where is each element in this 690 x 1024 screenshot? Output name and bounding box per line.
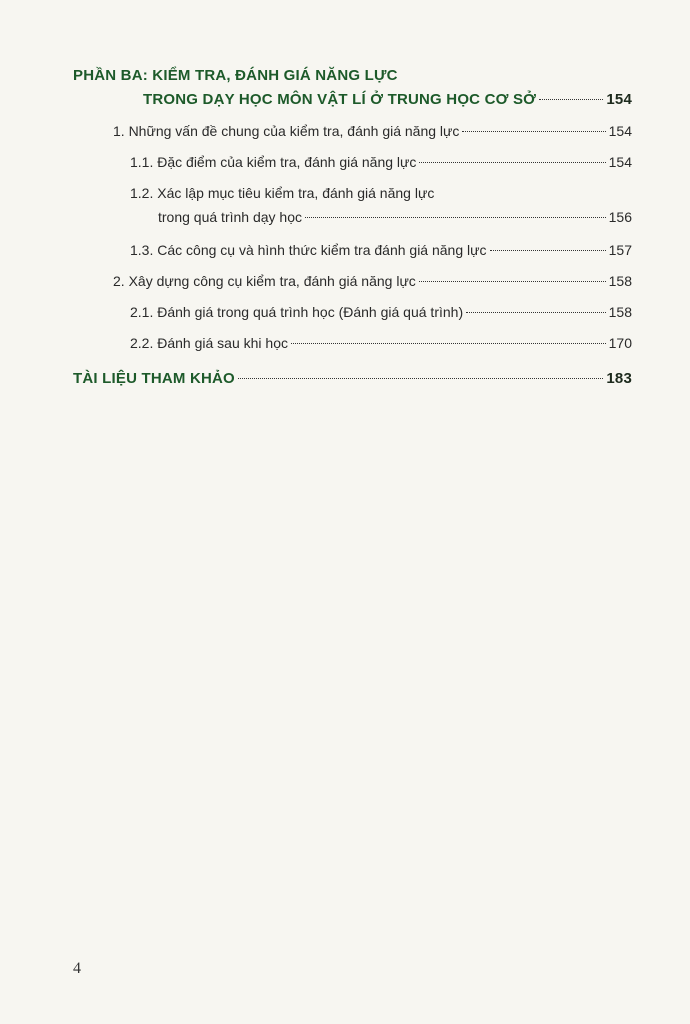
toc-entry bbox=[130, 152, 632, 172]
dot-leader bbox=[238, 378, 603, 379]
toc-entry bbox=[130, 302, 632, 322]
dot-leader bbox=[462, 131, 605, 132]
dot-leader bbox=[419, 281, 606, 282]
toc-entry-label: 1.1. Đặc điểm của kiểm tra, đánh giá năng lực bbox=[130, 154, 417, 170]
references-label: TÀI LIỆU THAM KHẢO bbox=[73, 370, 235, 387]
references-page: 183 bbox=[606, 370, 632, 387]
toc-entry bbox=[113, 121, 632, 141]
toc-entry-label: 1.2. Xác lập mục tiêu kiểm tra, đánh giá năng lực bbox=[130, 185, 435, 201]
dot-leader bbox=[539, 99, 603, 100]
dot-leader bbox=[490, 250, 606, 251]
dot-leader bbox=[419, 162, 605, 163]
toc-entry bbox=[130, 240, 632, 260]
toc-entry bbox=[158, 207, 632, 227]
toc-entry-page: 154 bbox=[608, 154, 632, 170]
toc-entry-page: 170 bbox=[608, 335, 632, 351]
toc-entry-label: 2.1. Đánh giá trong quá trình học (Đánh giá quá trình) bbox=[130, 304, 464, 320]
toc-entry-page: 157 bbox=[608, 242, 632, 258]
toc-entry-page: 158 bbox=[608, 304, 632, 320]
toc-entry-label: 2. Xây dựng công cụ kiểm tra, đánh giá năng lực bbox=[113, 273, 416, 289]
dot-leader bbox=[291, 343, 606, 344]
part-title-line1: PHẦN BA: KIỂM TRA, ĐÁNH GIÁ NĂNG LỰC bbox=[73, 67, 398, 84]
toc-entry-page: 158 bbox=[608, 273, 632, 289]
toc-entry-label: 1. Những vấn đề chung của kiểm tra, đánh giá năng lực bbox=[113, 123, 460, 139]
part-title-row bbox=[143, 90, 632, 110]
part-page-number: 154 bbox=[606, 91, 632, 108]
toc-entry bbox=[113, 271, 632, 291]
toc-entry-label: 1.3. Các công cụ và hình thức kiểm tra đánh giá năng lực bbox=[130, 242, 487, 258]
toc-entry-page: 156 bbox=[608, 209, 632, 225]
dot-leader bbox=[466, 312, 606, 313]
toc-entry-label: 2.2. Đánh giá sau khi học bbox=[130, 335, 288, 351]
toc-entry bbox=[130, 333, 632, 353]
toc-entry-label-cont: trong quá trình dạy học bbox=[158, 209, 302, 225]
part-title-line2: TRONG DẠY HỌC MÔN VẬT LÍ Ở TRUNG HỌC CƠ SỞ bbox=[143, 91, 537, 108]
dot-leader bbox=[305, 217, 606, 218]
page-number: 4 bbox=[73, 960, 81, 977]
toc-entry-page: 154 bbox=[608, 123, 632, 139]
references-row bbox=[73, 369, 632, 389]
